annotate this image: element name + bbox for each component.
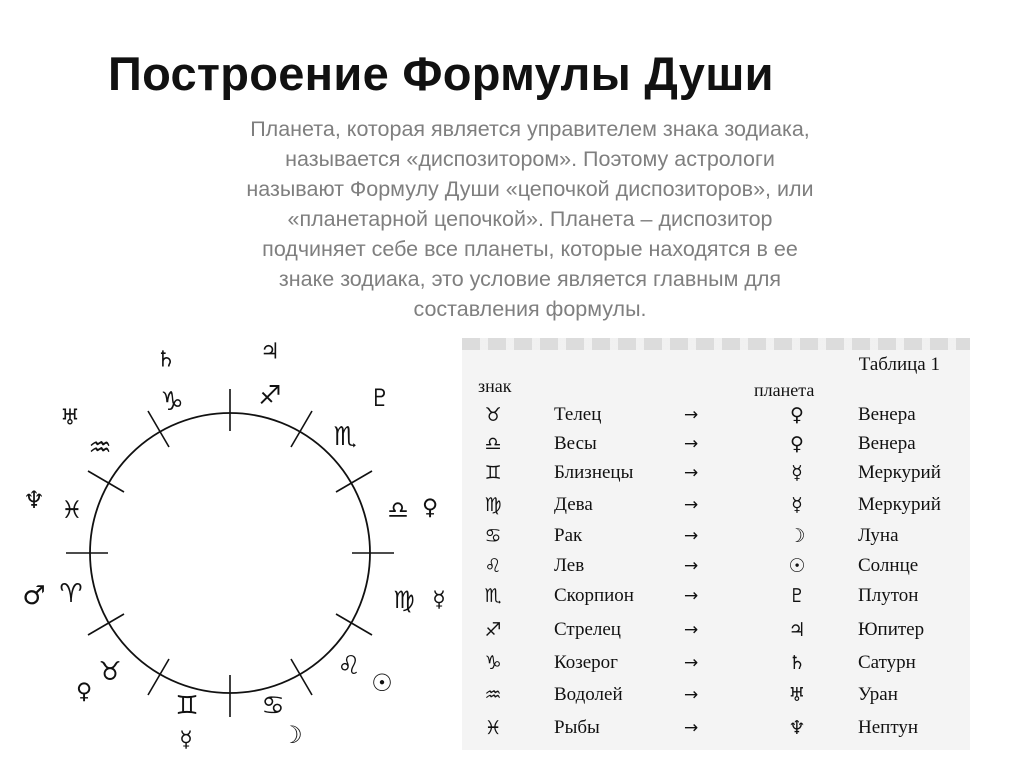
planet-name: Уран bbox=[858, 684, 898, 705]
rulership-table bbox=[462, 338, 970, 750]
table-row bbox=[462, 615, 970, 645]
table-row bbox=[462, 581, 970, 611]
table-header-sign: знак bbox=[478, 376, 512, 396]
zodiac-sign-icon: ♐ bbox=[484, 619, 502, 641]
zodiac-sign-icon: ♋ bbox=[484, 525, 502, 547]
planet-name: Сатурн bbox=[858, 652, 916, 673]
zodiac-sign-icon: ♏ bbox=[484, 585, 502, 607]
planet-icon: ☽ bbox=[788, 525, 806, 547]
paragraph-line: Планета, которая является управителем знака зодиака, bbox=[250, 117, 810, 141]
table-row bbox=[462, 400, 970, 430]
arrow-right-icon: → bbox=[684, 586, 699, 606]
sign-name: Весы bbox=[554, 433, 597, 454]
paragraph-line: называется «диспозитором». Поэтому астрологи bbox=[285, 147, 775, 171]
sign-name: Рак bbox=[554, 525, 583, 546]
paragraph-line: подчиняет себе все планеты, которые находятся в ее bbox=[262, 237, 798, 261]
table-row bbox=[462, 648, 970, 678]
paragraph-line: знаке зодиака, это условие является главным для bbox=[278, 267, 782, 291]
table-row bbox=[462, 429, 970, 459]
aquarius-icon: ♒ bbox=[88, 433, 112, 463]
mars-icon: ♂ bbox=[22, 581, 46, 611]
sign-name: Лев bbox=[554, 555, 585, 576]
planet-icon: ♇ bbox=[788, 585, 806, 607]
zodiac-sign-icon: ♌ bbox=[484, 555, 502, 577]
planet-name: Венера bbox=[858, 404, 916, 425]
table-row bbox=[462, 680, 970, 710]
libra-icon: ♎ bbox=[387, 496, 409, 524]
planet-name: Меркурий bbox=[858, 462, 941, 483]
sun-icon: ☉ bbox=[371, 669, 393, 697]
table-row bbox=[462, 458, 970, 488]
leo-icon: ♌ bbox=[337, 651, 361, 681]
planet-icon: ♄ bbox=[788, 652, 806, 674]
table-row bbox=[462, 551, 970, 581]
zodiac-sign-icon: ♑ bbox=[484, 652, 502, 674]
pisces-icon: ♓ bbox=[61, 496, 83, 524]
planet-icon: ☿ bbox=[791, 462, 803, 484]
zodiac-sign-icon: ♉ bbox=[484, 404, 502, 426]
sign-name: Скорпион bbox=[554, 585, 634, 606]
uranus-icon: ♅ bbox=[60, 405, 80, 431]
planet-name: Луна bbox=[858, 525, 899, 546]
virgo-icon: ♍ bbox=[393, 586, 415, 614]
zodiac-sign-icon: ♍ bbox=[484, 494, 502, 516]
paragraph-line: называют Формулу Души «цепочкой диспозиторов», или bbox=[246, 177, 814, 201]
arrow-right-icon: → bbox=[684, 718, 699, 738]
planet-name: Солнце bbox=[858, 555, 919, 576]
planet-icon: ☉ bbox=[788, 555, 806, 577]
paragraph-line: «планетарной цепочкой». Планета – диспозитор bbox=[287, 207, 773, 231]
zodiac-sign-icon: ♒ bbox=[484, 684, 502, 706]
arrow-right-icon: → bbox=[684, 653, 699, 673]
zodiac-wheel-diagram bbox=[0, 330, 460, 768]
planet-name: Плутон bbox=[858, 585, 919, 606]
table-row bbox=[462, 521, 970, 551]
planet-icon: ♀ bbox=[790, 404, 804, 426]
arrow-right-icon: → bbox=[684, 526, 699, 546]
sign-name: Близнецы bbox=[554, 462, 634, 483]
saturn-icon: ♄ bbox=[156, 347, 176, 373]
capricorn-icon: ♑ bbox=[160, 387, 184, 417]
zodiac-sign-icon: ♎ bbox=[484, 433, 502, 455]
sign-name: Стрелец bbox=[554, 619, 621, 640]
planet-icon: ♅ bbox=[788, 684, 806, 706]
sign-name: Телец bbox=[554, 404, 602, 425]
table-row bbox=[462, 713, 970, 743]
pluto-icon: ♇ bbox=[369, 384, 391, 412]
table-header-planet: планета bbox=[754, 380, 815, 400]
slide-title: Построение Формулы Души bbox=[108, 47, 774, 100]
sagittarius-icon: ♐ bbox=[258, 381, 282, 411]
planet-icon: ♆ bbox=[788, 717, 806, 739]
neptune-icon: ♆ bbox=[23, 486, 45, 514]
gemini-icon: ♊ bbox=[175, 691, 199, 721]
table-caption: Таблица 1 bbox=[858, 354, 940, 375]
jupiter-icon: ♃ bbox=[260, 339, 280, 365]
arrow-right-icon: → bbox=[684, 405, 699, 425]
planet-name: Меркурий bbox=[858, 494, 941, 515]
sign-name: Водолей bbox=[554, 684, 623, 705]
zodiac-sign-icon: ♊ bbox=[484, 462, 502, 484]
cancer-icon: ♋ bbox=[261, 691, 285, 721]
aries-icon: ♈ bbox=[59, 579, 83, 609]
zodiac-sign-icon: ♓ bbox=[484, 717, 502, 739]
planet-name: Юпитер bbox=[858, 619, 925, 640]
arrow-right-icon: → bbox=[684, 495, 699, 515]
arrow-right-icon: → bbox=[684, 434, 699, 454]
taurus-icon: ♉ bbox=[98, 657, 122, 687]
moon-icon: ☽ bbox=[281, 721, 303, 749]
sign-name: Рыбы bbox=[554, 717, 600, 738]
planet-name: Нептун bbox=[858, 717, 919, 738]
mercury-icon: ☿ bbox=[179, 727, 193, 753]
sign-name: Дева bbox=[554, 494, 593, 515]
arrow-right-icon: → bbox=[684, 556, 699, 576]
paragraph-line: составления формулы. bbox=[413, 297, 647, 321]
body-paragraph bbox=[130, 114, 930, 324]
venus-icon: ♀ bbox=[421, 495, 439, 521]
sign-name: Козерог bbox=[554, 652, 618, 673]
planet-name: Венера bbox=[858, 433, 916, 454]
planet-icon: ♃ bbox=[788, 619, 806, 641]
venus-icon: ♀ bbox=[75, 679, 93, 705]
arrow-right-icon: → bbox=[684, 685, 699, 705]
arrow-right-icon: → bbox=[684, 463, 699, 483]
arrow-right-icon: → bbox=[684, 620, 699, 640]
scorpio-icon: ♏ bbox=[333, 422, 357, 452]
mercury-icon: ☿ bbox=[432, 587, 446, 613]
planet-icon: ♀ bbox=[790, 433, 804, 455]
scan-artifact bbox=[462, 338, 970, 350]
wheel-circle bbox=[90, 413, 370, 693]
table-row bbox=[462, 490, 970, 520]
planet-icon: ☿ bbox=[791, 494, 803, 516]
